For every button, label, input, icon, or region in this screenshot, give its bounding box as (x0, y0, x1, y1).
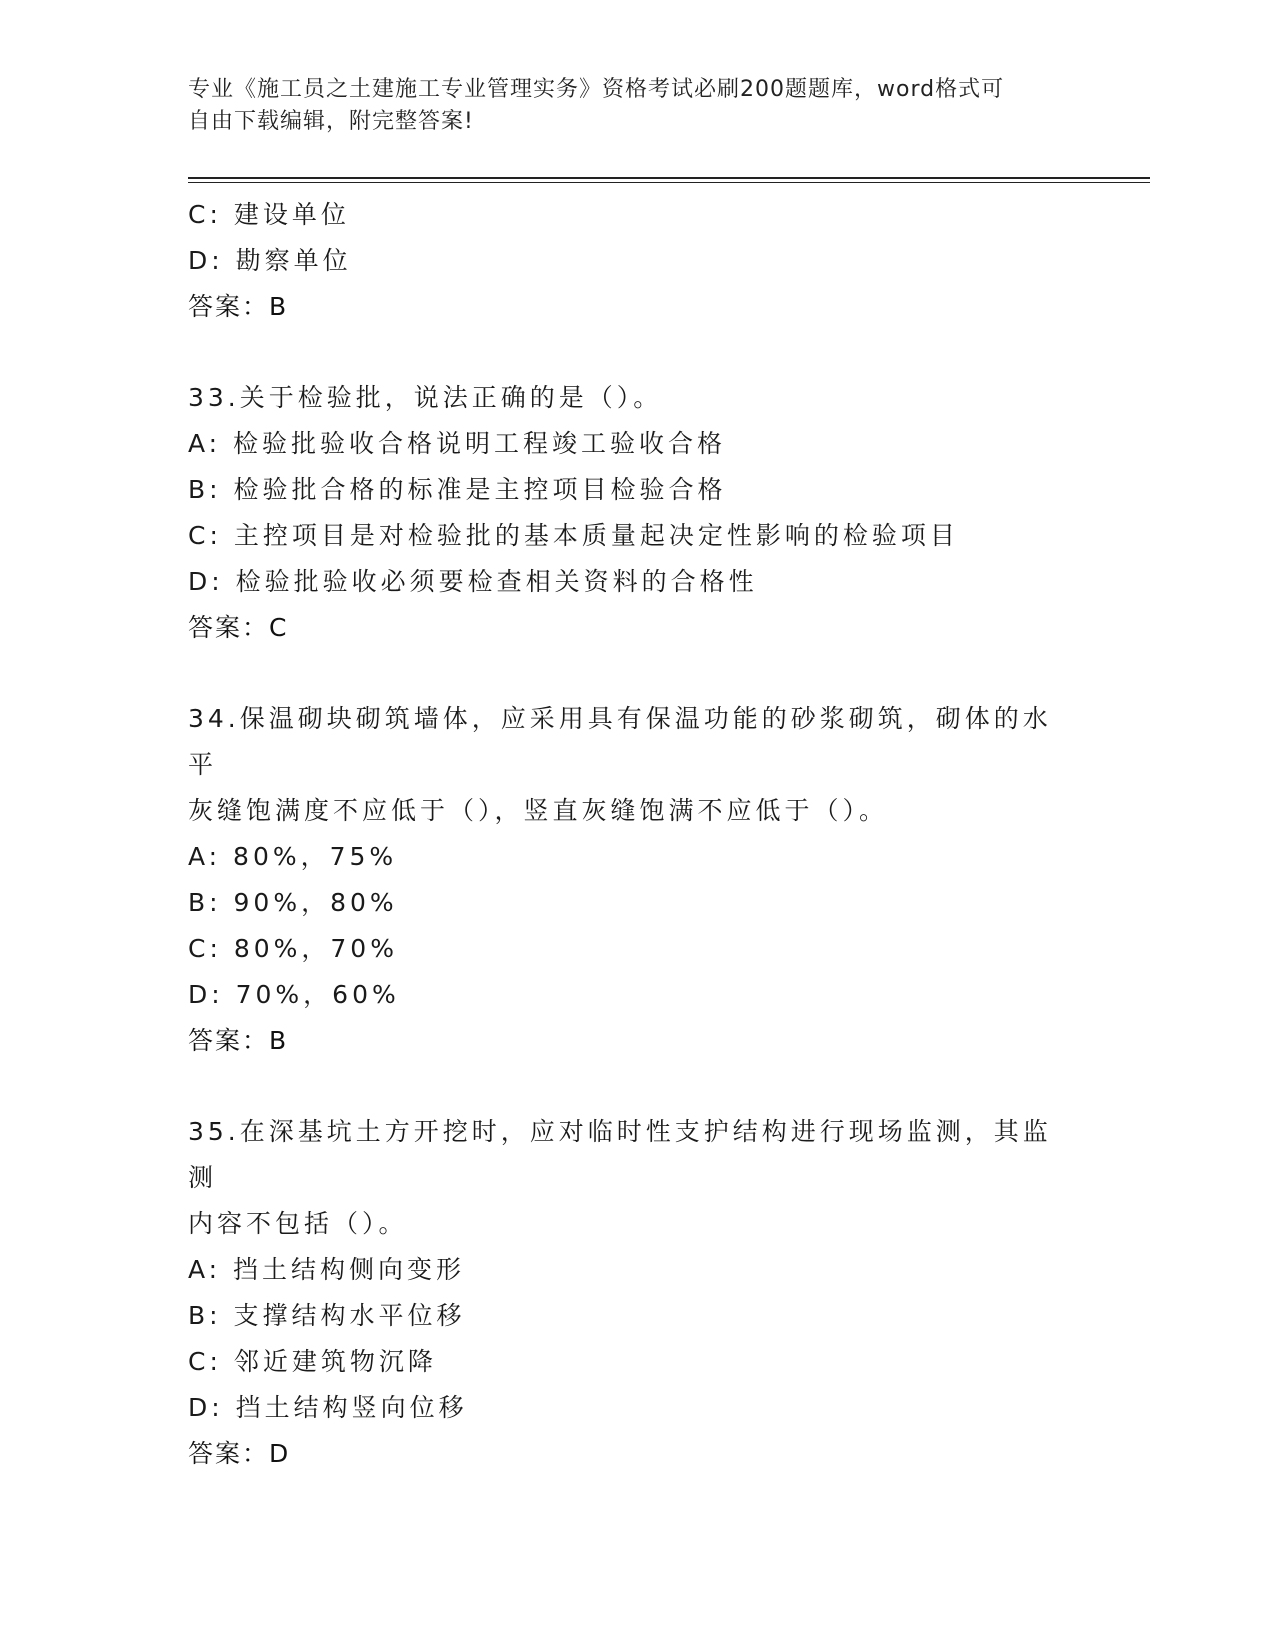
q33-option-d: D: 检验批验收必须要检查相关资料的合格性 (188, 567, 758, 596)
question-33 (188, 375, 1088, 651)
spacer (188, 330, 1088, 375)
header-title-line-2: 自由下载编辑，附完整答案! (188, 109, 474, 134)
q35-option-d: D: 挡土结构竖向位移 (188, 1393, 468, 1422)
header-title-line-1: 专业《施工员之土建施工专业管理实务》资格考试必刷200题题库，word格式可 (188, 77, 1005, 102)
q35-answer: 答案：D (188, 1439, 291, 1468)
header-rule-thick (188, 177, 1150, 179)
q33-stem: 33.关于检验批，说法正确的是（）。 (188, 383, 663, 412)
question-34 (188, 696, 1088, 1064)
question-32-tail (188, 192, 1088, 330)
q35-option-a: A: 挡土结构侧向变形 (188, 1255, 466, 1284)
q33-option-a: A: 检验批验收合格说明工程竣工验收合格 (188, 429, 727, 458)
spacer (188, 1064, 1088, 1109)
q35-stem-line-1: 35.在深基坑土方开挖时，应对临时性支护结构进行现场监测，其监测 (188, 1117, 1052, 1192)
q35-option-b: B: 支撑结构水平位移 (188, 1301, 466, 1330)
q34-option-b: B: 90%，80% (188, 888, 398, 917)
q34-answer: 答案：B (188, 1026, 289, 1055)
question-list (188, 192, 1088, 1477)
q34-stem-line-2: 灰缝饱满度不应低于（），竖直灰缝饱满不应低于（）。 (188, 796, 889, 825)
q33-answer: 答案：C (188, 613, 289, 642)
q34-option-a: A: 80%，75% (188, 842, 398, 871)
q34-stem-line-1: 34.保温砌块砌筑墙体，应采用具有保温功能的砂浆砌筑，砌体的水平 (188, 704, 1052, 779)
q34-option-d: D: 70%，60% (188, 980, 400, 1009)
q32-option-d: D: 勘察单位 (188, 246, 352, 275)
q34-option-c: C: 80%，70% (188, 934, 398, 963)
document-header (188, 74, 1068, 138)
spacer (188, 651, 1088, 696)
q32-option-c: C: 建设单位 (188, 200, 350, 229)
header-rule-thin (188, 182, 1150, 183)
question-35 (188, 1109, 1088, 1477)
q35-stem-line-2: 内容不包括（）。 (188, 1209, 408, 1238)
q32-answer: 答案：B (188, 292, 289, 321)
q33-option-c: C: 主控项目是对检验批的基本质量起决定性影响的检验项目 (188, 521, 959, 550)
q35-option-c: C: 邻近建筑物沉降 (188, 1347, 437, 1376)
q33-option-b: B: 检验批合格的标准是主控项目检验合格 (188, 475, 727, 504)
